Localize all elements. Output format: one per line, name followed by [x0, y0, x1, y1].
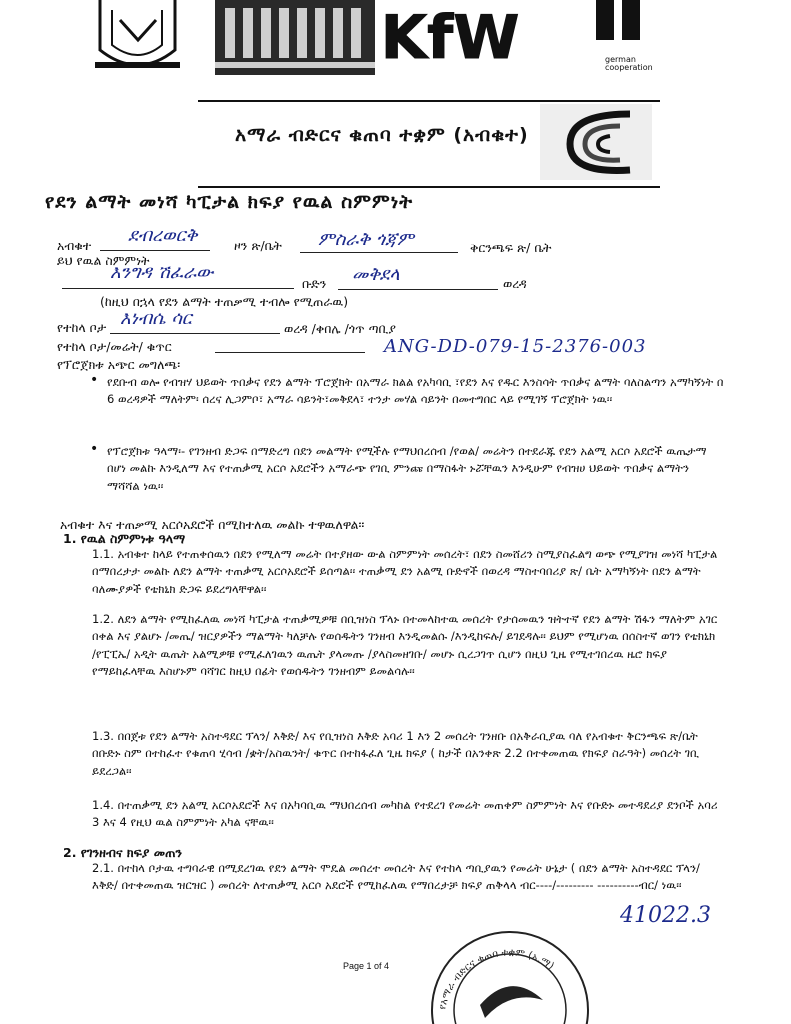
branch-label: ቅርንጫፍ ጽ/ ቤት [470, 240, 552, 255]
regional-emblem-logo [90, 0, 185, 82]
handwritten-amount: 41022.3 [620, 903, 711, 928]
beneficiary-handwritten-name: እንግዳ ሽፈራው [110, 262, 214, 283]
abkute-handwritten-value: ደብረወርቅ [128, 225, 198, 246]
kebele-label: ወረዳ /ቀበሌ /ጎጥ ጣቢያ [284, 321, 396, 336]
zone-line [300, 252, 458, 253]
woreda-label: ወረዳ [503, 276, 527, 291]
name-line [62, 288, 294, 289]
bullet-icon: • [90, 441, 99, 457]
section-1-title: 1. የዉል ስምምነቱ ዓላማ [63, 531, 186, 546]
planting-place-label: የተከላ ቦታ [57, 320, 107, 335]
abkute-line [100, 250, 210, 251]
group-handwritten-value: መቅደላ [352, 264, 400, 285]
zone-label: ዞን ጽ/ቤት [234, 238, 282, 253]
organization-name: አማራ ብድርና ቁጠባ ተቋም (አብቁተ) [235, 124, 529, 146]
intro-line: አብቁተ እና ተጠቃሚ አርሶአደሮች በሚከተለዉ መልኩ ተዋዉለዋል፡፡ [60, 517, 365, 532]
clause-2-1: 2.1. በተከላ ቦታዉ ተግባራዊ በሚደረገዉ የደን ልማት ሞዴል መሰረተ መሰረት እና የተከላ ጣቢያዉን የመሬት ሁኔታ ( በደን ልማት አስተዳደር ፕላን/እቅድ/ በተቀመጠዉ ዝርዝር ) መሰረት ለተጠቃሚ አርሶ አደሮች የሚከፈለዉ የማበረታቻ ክፍያ ጠቅላላ ብር----/--------- ----------ብር/ ነዉ፡፡ [92, 861, 700, 893]
acsi-logo [540, 104, 652, 180]
page-number: Page 1 of 4 [343, 961, 390, 971]
beneficiary-note: (ከዚህ በኋላ የደን ልማት ተጠቃሚ ተብሎ የሚጠራዉ) [100, 294, 349, 309]
project-objective-bullet: የፕሮጀክቱ ዓላማ፡- የገንዘብ ድጋፍ በማድረግ በደን መልማት የሚችሉ የማህበረሰብ /የወል/ መሬትን በተደራጁ የደን አልሚ አርሶ አደሮች ዉጤታማ በሆነ መልኩ እንዲለማ እና የተጠቃሚ አርሶ አደሮችን አማራጭ የገቢ ምንጩ በማስፋት ኑሯቸዉን እንዲሁም የብዝሀ ህይወት ጥበቃና ልማትን ማሻሻል ነዉ፡፡ [107, 444, 707, 493]
group-label: ቡድን [302, 276, 327, 291]
building-photo-logo [215, 0, 375, 75]
group-line [338, 289, 498, 290]
german-cooperation-text: german cooperation [605, 55, 653, 72]
bullet-icon: • [90, 372, 99, 388]
planting-place-handwritten-value: እነብሴ ሳር [120, 308, 192, 329]
kfw-logo [380, 0, 520, 73]
stamp-text: የአማራ ብድርና ቁጠባ ተቋም (አ.ማ) [437, 947, 556, 1011]
zone-handwritten-value: ምስራቅ ጎጃም [318, 229, 414, 250]
kfw-logo-text: KfW [380, 3, 520, 73]
document-title: የደን ልማት መነሻ ካፒታል ክፍያ የዉል ስምምነት [45, 191, 414, 213]
official-stamp [425, 900, 595, 1024]
project-description-bullet: የደቡብ ወሎ የብዝሃ ህይወት ጥበቃና የደን ልማት ፕሮጀክት በአማራ ክልል የአካባቢ ፣የደን እና የዱር እንስሳት ጥበቃና ልማት ባለስልጣን አማካኝነት በ 6 ወረዳዎች ማለትም፡ ሰረና ሊጋምቦ፣ አማራ ሳይንት፣መቅደላ፣ ተንታ መሃል ሳይንት በመተግበር ላይ የሚገኝ ፕሮጀክት ነዉ፡፡ [107, 375, 724, 407]
clause-1-4: 1.4. በተጠቃሚ ደን አልሚ አርሶአደሮች እና በአካባቢዉ ማህበረሰብ መካከል የተደረገ የመሬት መጠቀም ስምምነት እና የቡድኑ መተዳደሪያ ደንቦች አባሪ 3 እና 4 የዚህ ዉል ስምምነት አካል ናቸዉ፡፡ [92, 798, 718, 830]
land-id-handwritten-value: ANG-DD-079-15-2376-003 [384, 336, 647, 357]
land-id-line [215, 352, 365, 353]
section-2-title: 2. የገንዘብና ክፍያ መጠን [63, 845, 183, 860]
clause-1-1: 1.1. አብቁተ ከላይ የተጠቀሰዉን በደን የሚለማ መሬት በተያዘው ውል ስምምነት መሰረት፣ በደን ስመሸሪን ስሚያስፈልግ ወጭ የሚያገዝ መነሻ ካፒታል በማበረታታ መልኩ ለደን ልማት ተጠቃሚ አርሶአደሮች ይሰጣል፡፡ ተጠቃሚ ደን አልሚ ቡድኖች በወረዳ ማስተባበሪያ ጽ/ ቤት አማካኝነት በደን ልማት ባለሙያዎች የቴክኒክ ድጋፍ ይደረግላቸዋል፡፡ [92, 547, 718, 596]
planting-place-line [110, 333, 280, 334]
land-id-label: የተከላ ቦታ/መሬት/ ቁጥር [57, 339, 172, 354]
clause-1-3: 1.3. በበጀቱ የደን ልማት አስተዳደር ፕላን/ እቅድ/ እና የቢዝነስ እቅድ አባሪ 1 እን 2 መሰረት ገንዘቡ በአቅራቢያዉ ባለ የአብቁተ ቅርንጫፍ ጽ/ቤት በቡድኑ ስም በተከፈተ የቁጠባ ሂሳብ /ቋት/አስዉንት/ ቁጥር በተከፋፈለ ጊዜ ክፍያ ( ከታች በአንቀጽ 2.2 በተቀመጠዉ የክፍያ ስራዓት) መሰረት ገቢ ይደረጋል፡፡ [92, 729, 700, 778]
abkute-label: አብቁተ [57, 238, 92, 253]
project-summary-label: የፕሮጀክቱ አጭር መግለጫ፡ [57, 357, 181, 372]
clause-1-2: 1.2. ለደን ልማት የሚከፈለዉ መነሻ ካፒታል ተጠቃሚዎቹ በቢዝነስ ፕላኑ በተመላከተዉ መሰረት የታሰመዉን ዝትተኛ የደን ልማት ሽፋን ማለትም አገር በቀል እና ያልሆኑ /መጤ/ ዝርያዎችን ማልማት ካለቻሉ የወሰዱትን ገንዘብ እንዲመልሱ /እንዲከፍሉ/ ይገደዳሉ፡፡ ይህም የሚሆነዉ በሰስተኛ ወገን የቴክኒክ /የፒፒኤ/ አዲት ዉጤት አልሚዎቹ የሚፈለገዉን ዉጤት ያላመጡ /ያላስመዘገቡ/ መሆኑ ሲረጋገጥ ሲሆን በዚህ ጊዜ የሚተገበረዉ ዜሮ ክፍያ የማይከፈላቸዉ እስሆኑም ባሻገር ከዚህ በፊት የወሰዱትን ገንዘብም ይመልሳሉ፡፡ [92, 612, 718, 678]
agreement-line: ይህ የዉል ስምምነት [57, 253, 150, 268]
